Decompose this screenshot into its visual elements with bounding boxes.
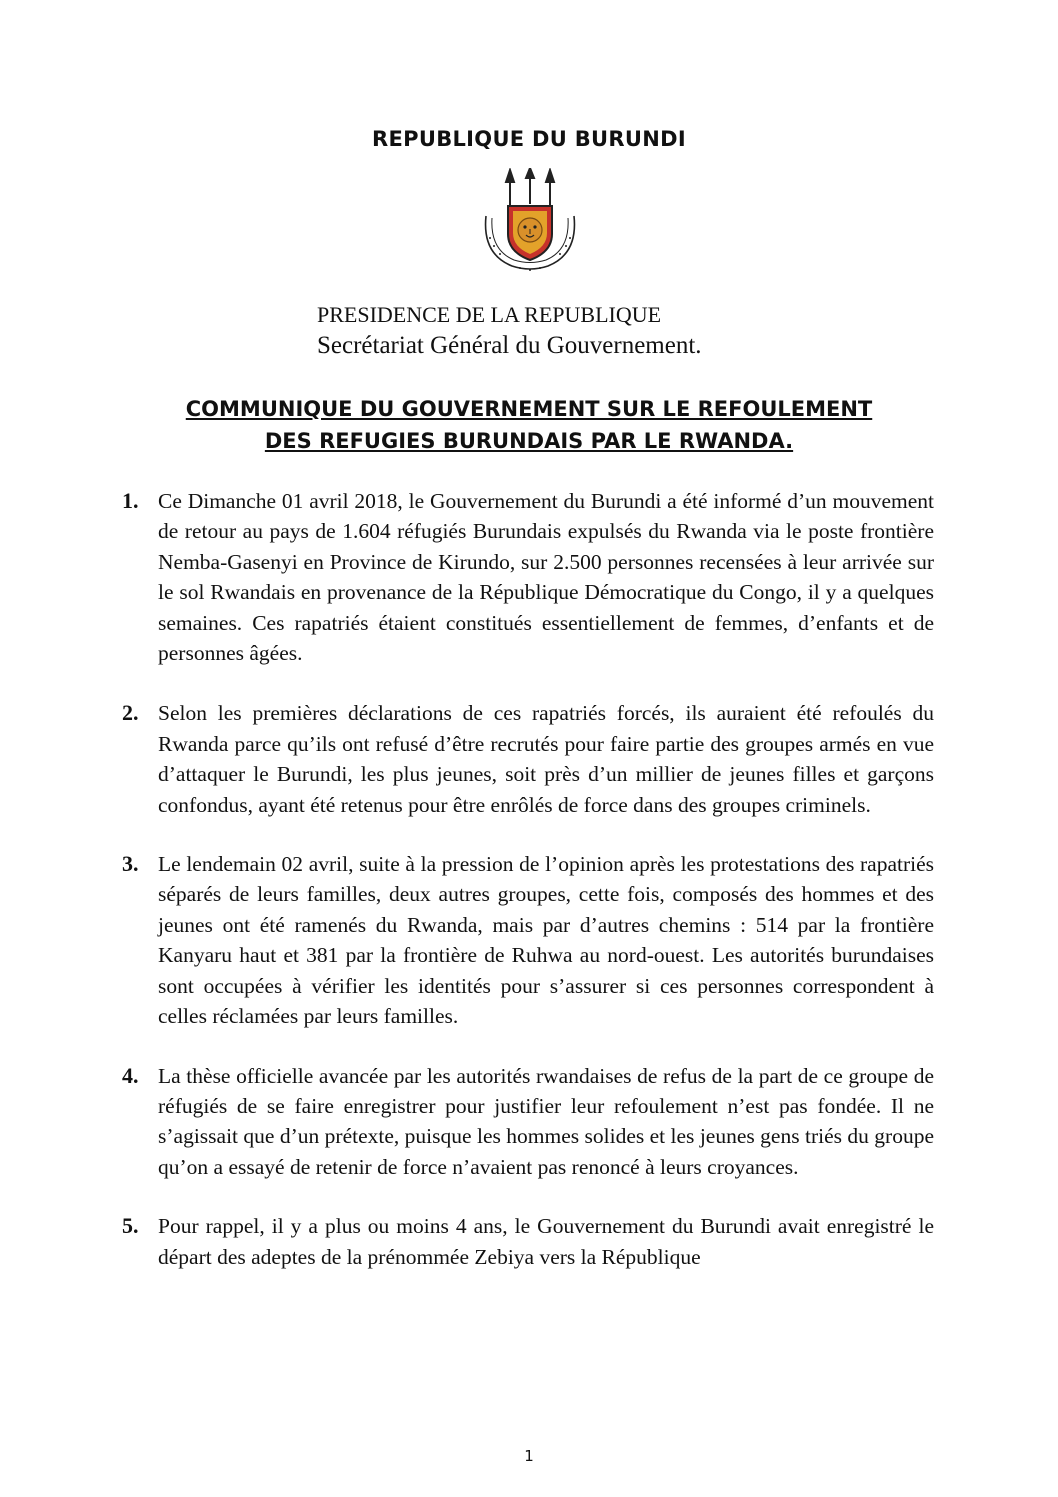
presidence-heading: PRESIDENCE DE LA REPUBLIQUE <box>317 302 662 327</box>
page-number: 1 <box>524 1447 534 1465</box>
list-item <box>122 486 934 668</box>
communique-items <box>122 486 934 1272</box>
item-number: 3. <box>122 851 139 877</box>
item-number: 5. <box>122 1213 139 1239</box>
secretariat-heading: Secrétariat Général du Gouvernement. <box>317 332 702 359</box>
title-line-2: DES REFUGIES BURUNDAIS PAR LE RWANDA. <box>264 429 794 453</box>
item-text: Selon les premières déclarations de ces rapatriés forcés, ils auraient été refoulés du Rwanda parce qu’ils ont refusé d’être recrutés pour faire partie des groupes armés en vue d’attaquer le Burundi, les plus jeunes, soit près d’un millier de jeunes filles et garçons confondus, ayant été retenus pour être enrôlés de force dans des groupes criminels. <box>158 701 934 817</box>
item-number: 4. <box>122 1062 139 1088</box>
list-item <box>122 698 934 820</box>
item-text: Pour rappel, il y a plus ou moins 4 ans, le Gouvernement du Burundi avait enregistré le départ des adeptes de la prénommée Zebiya vers la République <box>158 1214 934 1269</box>
item-number: 2. <box>122 700 139 726</box>
communique-title <box>0 393 1058 457</box>
item-text: La thèse officielle avancée par les autorités rwandaises de refus de la part de ce groupe de réfugiés de se faire enregistrer pour justifier leur refoulement n’est pas fondée. Il ne s’agissait que d’un prétexte, puisque les hommes solides et les jeunes gens triés du groupe qu’on a essayé de retenir de force n’avaient pas renoncé à leurs croyances. <box>158 1063 934 1179</box>
country-heading: REPUBLIQUE DU BURUNDI <box>372 127 686 151</box>
coat-of-arms-icon <box>468 168 592 284</box>
list-item <box>122 849 934 1031</box>
item-text: Le lendemain 02 avril, suite à la pression de l’opinion après les protestations des rapatriés séparés de leurs familles, deux autres groupes, cette fois, composés des hommes et des jeunes ont été ramenés du Rwanda, mais par d’autres chemins : 514 par la frontière Kanyaru haut et 381 par la frontière de Ruhwa au nord-ouest. Les autorités burundaises sont occupées à vérifier les identités pour s’assurer si ces personnes correspondent à celles réclamées par leurs familles. <box>158 852 934 1029</box>
list-item <box>122 1211 934 1272</box>
list-item <box>122 1061 934 1183</box>
item-number: 1. <box>122 488 139 513</box>
title-line-1: COMMUNIQUE DU GOUVERNEMENT SUR LE REFOULEMENT <box>185 397 873 421</box>
item-text: Ce Dimanche 01 avril 2018, le Gouvernement du Burundi a été informé d’un mouvement de retour au pays de 1.604 réfugiés Burundais expulsés du Rwanda via le poste frontière Nemba-Gasenyi en Province de Kirundo, sur 2.500 personnes recensées à leur arrivée sur le sol Rwandais en provenance de la République Démocratique du Congo, il y a quelques semaines. Ces rapatriés étaient constitués essentiellement de femmes, d’enfants et de personnes âgées. <box>158 489 934 666</box>
